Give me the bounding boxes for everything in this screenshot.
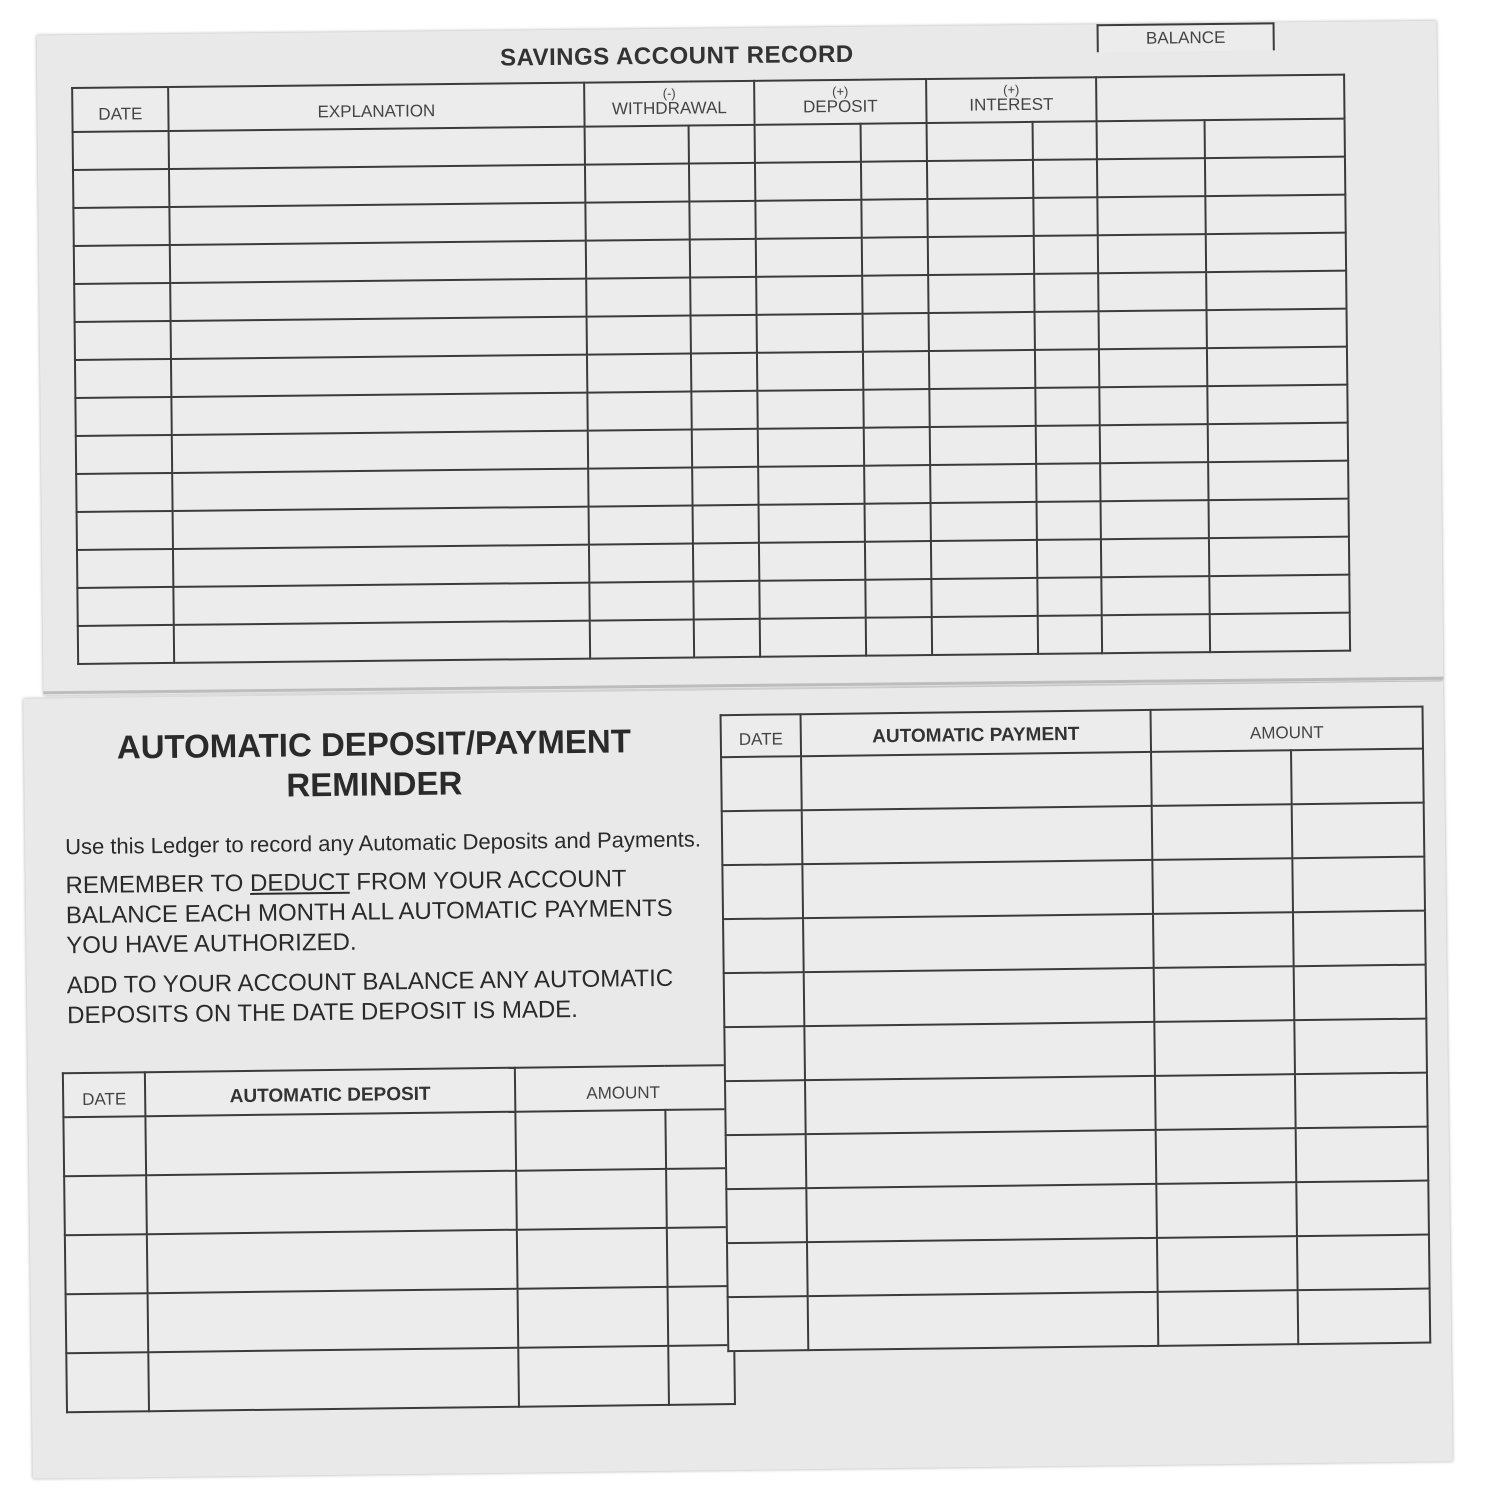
reminder-deduct-note bbox=[65, 863, 706, 961]
savings-ledger-cell[interactable] bbox=[78, 625, 174, 664]
savings-ledger-cell[interactable] bbox=[1205, 157, 1345, 196]
savings-ledger-cell[interactable] bbox=[587, 316, 691, 355]
automatic-payment-cell[interactable] bbox=[1298, 1289, 1431, 1345]
reminder-title-line2: REMINDER bbox=[286, 763, 463, 804]
reminder-add-note: ADD TO YOUR ACCOUNT BALANCE ANY AUTOMATIC DEPOSITS ON THE DATE DEPOSIT IS MADE. bbox=[66, 964, 674, 1029]
automatic-payment-cell[interactable] bbox=[1158, 1290, 1299, 1346]
savings-ledger-cell[interactable] bbox=[169, 165, 585, 207]
savings-ledger-cell[interactable] bbox=[1207, 347, 1347, 386]
savings-ledger-cell[interactable] bbox=[1035, 387, 1099, 426]
payment-col-amount: AMOUNT bbox=[1151, 707, 1424, 752]
reminder-intro: Use this Ledger to record any Automatic Deposits and Payments. bbox=[64, 826, 702, 860]
automatic-payment-row bbox=[724, 1019, 1427, 1082]
automatic-deposit-table bbox=[62, 1064, 736, 1413]
automatic-deposit-cell[interactable] bbox=[515, 1110, 666, 1171]
savings-ledger-cell[interactable] bbox=[586, 240, 690, 279]
savings-ledger-cell[interactable] bbox=[757, 314, 863, 353]
automatic-deposit-cell[interactable] bbox=[64, 1175, 147, 1235]
savings-ledger-cell[interactable] bbox=[928, 236, 1034, 275]
savings-ledger-cell[interactable] bbox=[691, 353, 757, 392]
automatic-payment-row bbox=[726, 1181, 1429, 1244]
savings-ledger-cell[interactable] bbox=[76, 435, 172, 474]
savings-ledger-cell[interactable] bbox=[931, 578, 1037, 617]
savings-ledger-cell[interactable] bbox=[930, 464, 1036, 503]
withdrawal-sign: (-) bbox=[662, 85, 676, 102]
savings-ledger-cell[interactable] bbox=[759, 504, 865, 543]
automatic-payment-cell[interactable] bbox=[808, 1292, 1159, 1350]
savings-ledger-cell[interactable] bbox=[866, 617, 932, 656]
automatic-payment-cell[interactable] bbox=[807, 1238, 1158, 1296]
savings-ledger-cell[interactable] bbox=[865, 503, 931, 542]
savings-ledger-cell[interactable] bbox=[1038, 615, 1102, 654]
automatic-payment-row bbox=[724, 965, 1427, 1028]
balance-header: BALANCE bbox=[1097, 22, 1275, 52]
col-header-withdrawal bbox=[584, 81, 754, 127]
automatic-payment-cell[interactable] bbox=[724, 972, 805, 1027]
automatic-payment-cell[interactable] bbox=[802, 860, 1153, 918]
savings-ledger-cell[interactable] bbox=[586, 278, 690, 317]
savings-ledger-cell[interactable] bbox=[927, 198, 1033, 237]
automatic-payment-cell[interactable] bbox=[1152, 804, 1293, 860]
automatic-payment-row bbox=[721, 749, 1424, 812]
savings-ledger-cell[interactable] bbox=[865, 579, 931, 618]
savings-ledger-cell[interactable] bbox=[689, 163, 755, 202]
automatic-deposit-row bbox=[66, 1286, 735, 1353]
automatic-deposit-row bbox=[65, 1227, 734, 1294]
savings-ledger-cell[interactable] bbox=[927, 122, 1033, 161]
savings-ledger-cell[interactable] bbox=[689, 201, 755, 240]
savings-ledger-cell[interactable] bbox=[760, 618, 866, 657]
automatic-payment-body bbox=[721, 749, 1430, 1352]
savings-ledger-cell[interactable] bbox=[1209, 537, 1349, 576]
savings-ledger-cell[interactable] bbox=[1207, 309, 1347, 348]
automatic-deposit-cell[interactable] bbox=[517, 1228, 668, 1289]
col-header-balance-cells bbox=[1096, 75, 1344, 122]
savings-ledger-cell[interactable] bbox=[170, 241, 586, 283]
savings-ledger-cell[interactable] bbox=[77, 511, 173, 550]
automatic-payment-table bbox=[720, 706, 1432, 1353]
savings-ledger-cell[interactable] bbox=[589, 544, 693, 583]
savings-ledger-cell[interactable] bbox=[865, 541, 931, 580]
automatic-payment-cell[interactable] bbox=[1296, 1181, 1429, 1237]
savings-ledger-table bbox=[71, 74, 1351, 665]
deposit-col-amount: AMOUNT bbox=[515, 1065, 732, 1112]
savings-ledger-cell[interactable] bbox=[758, 466, 864, 505]
savings-ledger-cell[interactable] bbox=[590, 619, 694, 658]
automatic-deposit-body bbox=[63, 1109, 735, 1412]
savings-ledger-cell[interactable] bbox=[587, 354, 691, 393]
savings-ledger-cell[interactable] bbox=[757, 352, 863, 391]
automatic-deposit-cell[interactable] bbox=[66, 1293, 149, 1353]
deduct-note-start: REMEMBER TO bbox=[65, 869, 251, 899]
automatic-payment-row bbox=[722, 857, 1425, 920]
savings-ledger-cell[interactable] bbox=[929, 350, 1035, 389]
deposit-col-date: DATE bbox=[63, 1072, 146, 1117]
automatic-payment-cell[interactable] bbox=[1152, 858, 1293, 914]
savings-ledger-cell[interactable] bbox=[759, 542, 865, 581]
deposit-label: DEPOSIT bbox=[802, 96, 878, 117]
automatic-payment-cell[interactable] bbox=[801, 752, 1152, 810]
automatic-deposit-row bbox=[66, 1345, 735, 1412]
savings-ledger-cell[interactable] bbox=[1037, 577, 1101, 616]
deposit-col-item: AUTOMATIC DEPOSIT bbox=[145, 1068, 516, 1117]
savings-ledger-cell[interactable] bbox=[1208, 461, 1348, 500]
savings-ledger-cell[interactable] bbox=[1206, 233, 1346, 272]
automatic-payment-cell[interactable] bbox=[806, 1130, 1157, 1188]
savings-ledger-cell[interactable] bbox=[864, 427, 930, 466]
savings-ledger-cell[interactable] bbox=[75, 321, 171, 360]
automatic-payment-cell[interactable] bbox=[1156, 1182, 1297, 1238]
automatic-deposit-row bbox=[63, 1109, 732, 1176]
col-header-explanation: EXPLANATION bbox=[168, 83, 584, 131]
savings-ledger-body bbox=[73, 119, 1351, 664]
savings-ledger-cell[interactable] bbox=[75, 359, 171, 398]
savings-ledger-cell[interactable] bbox=[77, 549, 173, 588]
savings-ledger-cell[interactable] bbox=[1097, 196, 1205, 235]
automatic-payment-cell[interactable] bbox=[804, 1022, 1155, 1080]
savings-ledger-cell[interactable] bbox=[930, 426, 1036, 465]
automatic-deposit-cell[interactable] bbox=[518, 1346, 669, 1407]
automatic-payment-cell[interactable] bbox=[1154, 1020, 1295, 1076]
reminder-title bbox=[64, 721, 685, 808]
savings-ledger-cell[interactable] bbox=[1100, 424, 1208, 463]
savings-ledger-cell[interactable] bbox=[929, 312, 1035, 351]
payment-col-item: AUTOMATIC PAYMENT bbox=[801, 710, 1151, 756]
savings-ledger-cell[interactable] bbox=[690, 239, 756, 278]
savings-ledger-cell[interactable] bbox=[1098, 234, 1206, 273]
automatic-deposit-cell[interactable] bbox=[668, 1286, 735, 1346]
savings-ledger-cell[interactable] bbox=[1097, 158, 1205, 197]
savings-ledger-cell[interactable] bbox=[693, 581, 759, 620]
automatic-payment-cell[interactable] bbox=[722, 864, 803, 919]
automatic-payment-row bbox=[726, 1127, 1429, 1190]
savings-ledger-cell[interactable] bbox=[73, 207, 169, 246]
savings-ledger-cell[interactable] bbox=[1034, 235, 1098, 274]
savings-ledger-cell[interactable] bbox=[77, 587, 173, 626]
savings-ledger-cell[interactable] bbox=[1035, 349, 1099, 388]
savings-ledger-cell[interactable] bbox=[169, 203, 585, 245]
savings-ledger-cell[interactable] bbox=[931, 502, 1037, 541]
savings-ledger-cell[interactable] bbox=[758, 428, 864, 467]
savings-ledger-cell[interactable] bbox=[74, 283, 170, 322]
savings-ledger-cell[interactable] bbox=[932, 616, 1038, 655]
automatic-deposit-cell[interactable] bbox=[666, 1168, 733, 1228]
savings-ledger-cell[interactable] bbox=[585, 126, 689, 165]
savings-ledger-cell[interactable] bbox=[693, 505, 759, 544]
automatic-payment-cell[interactable] bbox=[805, 1076, 1156, 1134]
savings-ledger-cell[interactable] bbox=[76, 473, 172, 512]
savings-ledger-cell[interactable] bbox=[1205, 195, 1345, 234]
automatic-payment-row bbox=[723, 911, 1426, 974]
savings-ledger-cell[interactable] bbox=[173, 545, 589, 587]
savings-ledger-cell[interactable] bbox=[1206, 271, 1346, 310]
automatic-payment-row bbox=[728, 1289, 1431, 1352]
savings-ledger-cell[interactable] bbox=[1101, 500, 1209, 539]
automatic-deposit-cell[interactable] bbox=[145, 1112, 516, 1176]
automatic-payment-cell[interactable] bbox=[1294, 965, 1427, 1021]
reminder-title-line1: AUTOMATIC DEPOSIT/PAYMENT bbox=[116, 722, 632, 766]
savings-ledger-cell[interactable] bbox=[1036, 425, 1100, 464]
automatic-payment-cell[interactable] bbox=[802, 806, 1153, 864]
automatic-deposit-cell[interactable] bbox=[66, 1352, 149, 1412]
savings-ledger-cell[interactable] bbox=[173, 507, 589, 549]
savings-ledger-cell[interactable] bbox=[864, 465, 930, 504]
automatic-payment-cell[interactable] bbox=[1296, 1127, 1429, 1183]
automatic-payment-cell[interactable] bbox=[1291, 749, 1424, 805]
savings-ledger-cell[interactable] bbox=[863, 389, 929, 428]
savings-ledger-cell[interactable] bbox=[861, 161, 927, 200]
savings-ledger-cell[interactable] bbox=[589, 506, 693, 545]
savings-ledger-cell[interactable] bbox=[1101, 576, 1209, 615]
interest-sign: (+) bbox=[1003, 82, 1020, 98]
payment-col-date: DATE bbox=[721, 714, 802, 757]
savings-ledger-cell[interactable] bbox=[927, 160, 1033, 199]
automatic-payment-cell[interactable] bbox=[723, 918, 804, 973]
savings-ledger-cell[interactable] bbox=[1099, 386, 1207, 425]
savings-ledger-cell[interactable] bbox=[928, 274, 1034, 313]
savings-ledger-cell[interactable] bbox=[1208, 423, 1348, 462]
automatic-payment-cell[interactable] bbox=[721, 756, 802, 811]
savings-ledger-cell[interactable] bbox=[585, 202, 689, 241]
savings-ledger-cell[interactable] bbox=[863, 351, 929, 390]
automatic-payment-cell[interactable] bbox=[1294, 1019, 1427, 1075]
savings-ledger-cell[interactable] bbox=[756, 276, 862, 315]
automatic-deposit-cell[interactable] bbox=[63, 1116, 146, 1176]
automatic-payment-cell[interactable] bbox=[1154, 966, 1295, 1022]
savings-ledger-cell[interactable] bbox=[755, 162, 861, 201]
automatic-deposit-cell[interactable] bbox=[668, 1345, 735, 1405]
deduct-note-end: FROM YOUR ACCOUNT BALANCE EACH MONTH ALL AUTOMATIC PAYMENTS YOU HAVE AUTHORIZED. bbox=[65, 864, 673, 959]
automatic-payment-cell[interactable] bbox=[727, 1242, 808, 1297]
automatic-deposit-cell[interactable] bbox=[65, 1234, 148, 1294]
savings-ledger-cell[interactable] bbox=[75, 397, 171, 436]
automatic-payment-cell[interactable] bbox=[1155, 1074, 1296, 1130]
savings-ledger-cell[interactable] bbox=[171, 355, 587, 397]
savings-ledger-cell[interactable] bbox=[1034, 273, 1098, 312]
automatic-payment-cell[interactable] bbox=[803, 914, 1154, 972]
automatic-deposit-cell[interactable] bbox=[665, 1109, 732, 1169]
reminder-instructions bbox=[65, 825, 707, 1040]
automatic-deposit-cell[interactable] bbox=[516, 1169, 667, 1230]
automatic-payment-cell[interactable] bbox=[1293, 911, 1426, 967]
savings-ledger-cell[interactable] bbox=[861, 123, 927, 162]
savings-ledger-cell[interactable] bbox=[74, 245, 170, 284]
reminder-page bbox=[23, 681, 1452, 1478]
savings-ledger-cell[interactable] bbox=[170, 279, 586, 321]
savings-ledger-cell[interactable] bbox=[1033, 197, 1097, 236]
automatic-deposit-cell[interactable] bbox=[148, 1289, 519, 1353]
savings-ledger-cell[interactable] bbox=[1209, 499, 1349, 538]
savings-ledger-cell[interactable] bbox=[759, 580, 865, 619]
savings-ledger-cell[interactable] bbox=[694, 619, 760, 658]
savings-ledger-cell[interactable] bbox=[863, 313, 929, 352]
automatic-payment-cell[interactable] bbox=[1151, 750, 1292, 806]
automatic-payment-row bbox=[725, 1073, 1428, 1136]
savings-ledger-cell[interactable] bbox=[861, 199, 927, 238]
savings-ledger-cell[interactable] bbox=[1097, 120, 1205, 159]
savings-ledger-cell[interactable] bbox=[862, 275, 928, 314]
automatic-deposit-cell[interactable] bbox=[147, 1230, 518, 1294]
automatic-payment-row bbox=[727, 1235, 1430, 1298]
savings-ledger-cell[interactable] bbox=[1100, 462, 1208, 501]
automatic-payment-cell[interactable] bbox=[1295, 1073, 1428, 1129]
savings-ledger-cell[interactable] bbox=[171, 317, 587, 359]
savings-ledger-cell[interactable] bbox=[757, 390, 863, 429]
savings-ledger-cell[interactable] bbox=[1099, 310, 1207, 349]
automatic-payment-cell[interactable] bbox=[806, 1184, 1157, 1242]
savings-ledger-cell[interactable] bbox=[1035, 311, 1099, 350]
savings-ledger-cell[interactable] bbox=[1209, 575, 1349, 614]
savings-ledger-cell[interactable] bbox=[73, 169, 169, 208]
savings-ledger-cell[interactable] bbox=[1033, 121, 1097, 160]
automatic-payment-cell[interactable] bbox=[726, 1134, 807, 1189]
savings-ledger-cell[interactable] bbox=[755, 200, 861, 239]
deposit-sign: (+) bbox=[832, 84, 849, 100]
col-header-deposit bbox=[754, 79, 926, 125]
savings-ledger-cell[interactable] bbox=[169, 127, 585, 169]
savings-ledger-cell[interactable] bbox=[862, 237, 928, 276]
automatic-payment-cell[interactable] bbox=[1157, 1236, 1298, 1292]
automatic-payment-cell[interactable] bbox=[726, 1188, 807, 1243]
automatic-payment-cell[interactable] bbox=[1153, 912, 1294, 968]
savings-ledger-cell[interactable] bbox=[691, 315, 757, 354]
automatic-payment-cell[interactable] bbox=[728, 1296, 809, 1351]
savings-ledger-cell[interactable] bbox=[587, 392, 691, 431]
savings-ledger-cell[interactable] bbox=[173, 583, 589, 625]
savings-ledger-cell[interactable] bbox=[690, 277, 756, 316]
automatic-payment-cell[interactable] bbox=[804, 968, 1155, 1026]
savings-ledger-cell[interactable] bbox=[931, 540, 1037, 579]
savings-ledger-cell[interactable] bbox=[1205, 119, 1345, 158]
savings-ledger-cell[interactable] bbox=[174, 621, 590, 663]
savings-ledger-cell[interactable] bbox=[929, 388, 1035, 427]
savings-ledger-cell[interactable] bbox=[171, 393, 587, 435]
savings-ledger-cell[interactable] bbox=[589, 582, 693, 621]
col-header-date: DATE bbox=[72, 87, 168, 132]
automatic-deposit-row bbox=[64, 1168, 733, 1235]
savings-ledger-cell[interactable] bbox=[1101, 538, 1209, 577]
col-header-interest bbox=[926, 77, 1096, 123]
automatic-payment-cell[interactable] bbox=[1156, 1128, 1297, 1184]
automatic-payment-row bbox=[722, 803, 1425, 866]
automatic-deposit-cell[interactable] bbox=[667, 1227, 734, 1287]
savings-ledger-cell[interactable] bbox=[585, 164, 689, 203]
savings-record-page bbox=[37, 21, 1444, 696]
savings-ledger-cell[interactable] bbox=[588, 430, 692, 469]
deduct-emphasis: DEDUCT bbox=[249, 868, 350, 897]
automatic-deposit-cell[interactable] bbox=[518, 1287, 669, 1348]
savings-ledger-cell[interactable] bbox=[693, 543, 759, 582]
savings-ledger-cell[interactable] bbox=[692, 429, 758, 468]
savings-ledger-cell[interactable] bbox=[172, 431, 588, 473]
savings-ledger-cell[interactable] bbox=[1102, 614, 1210, 653]
interest-label: INTEREST bbox=[969, 95, 1054, 115]
savings-ledger-cell[interactable] bbox=[1033, 159, 1097, 198]
savings-ledger-cell[interactable] bbox=[756, 238, 862, 277]
withdrawal-label: WITHDRAWAL bbox=[611, 98, 727, 119]
automatic-payment-cell[interactable] bbox=[1297, 1235, 1430, 1291]
savings-ledger-cell[interactable] bbox=[172, 469, 588, 511]
savings-record-title: SAVINGS ACCOUNT RECORD bbox=[499, 40, 854, 72]
automatic-payment-cell[interactable] bbox=[722, 810, 803, 865]
automatic-payment-cell[interactable] bbox=[724, 1026, 805, 1081]
automatic-payment-cell[interactable] bbox=[725, 1080, 806, 1135]
savings-ledger-cell[interactable] bbox=[689, 125, 755, 164]
savings-ledger-cell[interactable] bbox=[1098, 272, 1206, 311]
savings-ledger-cell[interactable] bbox=[692, 467, 758, 506]
automatic-payment-cell[interactable] bbox=[1292, 857, 1425, 913]
savings-ledger-cell[interactable] bbox=[1037, 501, 1101, 540]
savings-ledger-cell[interactable] bbox=[1037, 539, 1101, 578]
savings-ledger-cell[interactable] bbox=[1207, 385, 1347, 424]
savings-ledger-cell[interactable] bbox=[755, 124, 861, 163]
savings-ledger-cell[interactable] bbox=[1210, 613, 1350, 652]
automatic-deposit-cell[interactable] bbox=[148, 1348, 519, 1412]
savings-ledger-cell[interactable] bbox=[691, 391, 757, 430]
automatic-deposit-cell[interactable] bbox=[146, 1171, 517, 1235]
savings-ledger-cell[interactable] bbox=[73, 131, 169, 170]
savings-ledger-cell[interactable] bbox=[1099, 348, 1207, 387]
savings-ledger-cell[interactable] bbox=[1036, 463, 1100, 502]
automatic-payment-cell[interactable] bbox=[1292, 803, 1425, 859]
savings-ledger-cell[interactable] bbox=[588, 468, 692, 507]
